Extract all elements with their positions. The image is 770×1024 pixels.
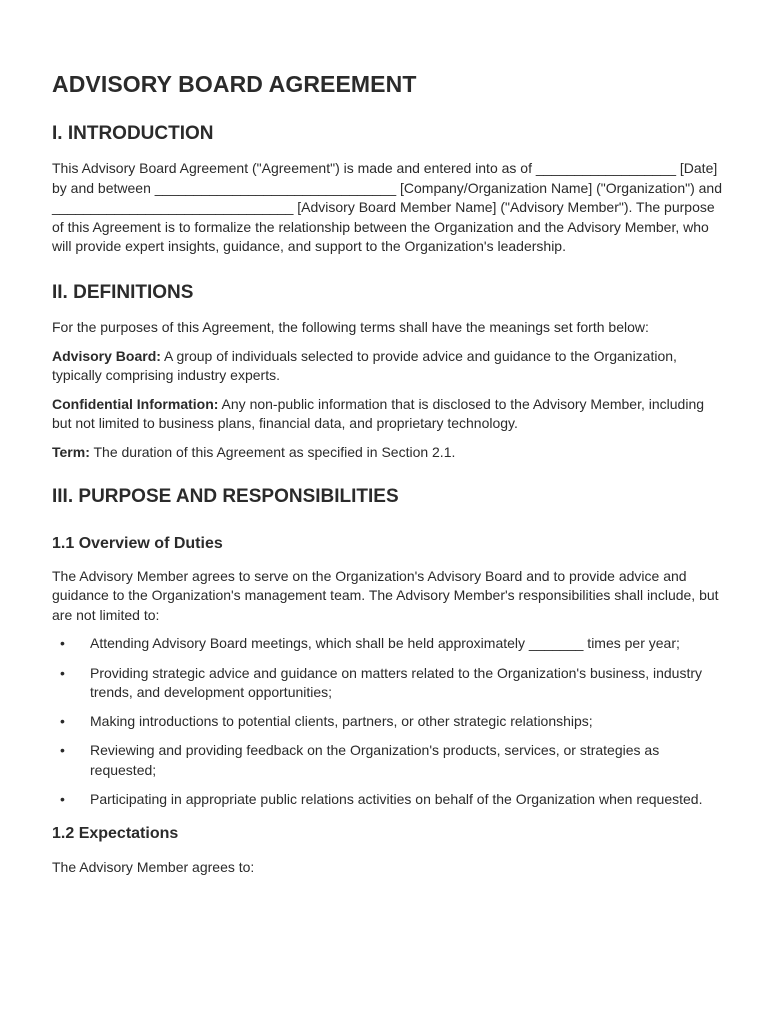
bullet-icon: •: [60, 742, 65, 759]
list-item: [52, 741, 724, 780]
definition-term: Advisory Board:: [52, 347, 161, 364]
list-item-text: Making introductions to potential clients, partners, or other strategic relationships;: [90, 713, 593, 730]
definitions-lead-paragraph: For the purposes of this Agreement, the following terms shall have the meanings set forth below:: [52, 318, 649, 335]
definition-text: The duration of this Agreement as specified in Section 2.1.: [89, 443, 456, 460]
list-item-text: Attending Advisory Board meetings, which shall be held approximately _______ times per year;: [90, 635, 680, 652]
subsection-heading-duties: 1.1 Overview of Duties: [52, 534, 223, 552]
definition-term-item: [52, 443, 724, 463]
definition-term: Term:: [52, 443, 90, 460]
section-heading-introduction: I. INTRODUCTION: [52, 123, 214, 144]
bullet-icon: •: [60, 664, 65, 681]
bullet-icon: •: [60, 791, 65, 808]
definition-advisory-board: [52, 347, 724, 386]
subsection-heading-expectations: 1.2 Expectations: [52, 824, 179, 842]
bullet-icon: •: [60, 713, 65, 730]
introduction-paragraph: This Advisory Board Agreement ("Agreement") is made and entered into as of __________________ [Date] by and between _______________________________ [Company/Organization Name] ("Organization") and _______________________________ [Advisory Board Member Name] ("Advisory Member"). The purpose of this Agreement is to formalize the relationship between the Organization and the Advisory Member, who will provide expert insights, guidance, and support to the Organization's leadership.: [52, 160, 722, 255]
list-item: [52, 712, 724, 732]
document-page: [52, 68, 724, 877]
expectations-paragraph: The Advisory Member agrees to:: [52, 858, 255, 875]
document-title: ADVISORY BOARD AGREEMENT: [52, 71, 417, 97]
list-item-text: Participating in appropriate public relations activities on behalf of the Organization when requested.: [90, 791, 703, 808]
list-item: [52, 634, 724, 654]
duties-list: [52, 634, 724, 810]
list-item-text: Providing strategic advice and guidance on matters related to the Organization's business, industry trends, and development opportunities;: [90, 664, 703, 701]
section-heading-definitions: II. DEFINITIONS: [52, 281, 194, 303]
list-item-text: Reviewing and providing feedback on the Organization's products, services, or strategies as requested;: [90, 742, 660, 779]
section-heading-purpose: III. PURPOSE AND RESPONSIBILITIES: [52, 485, 399, 507]
list-item: [52, 664, 724, 703]
definition-confidential-information: [52, 395, 724, 434]
definition-text: Any non-public information that is disclosed to the Advisory Member, including but not limited to business plans, financial data, and proprietary technology.: [52, 395, 705, 432]
definition-text: A group of individuals selected to provide advice and guidance to the Organization, typically comprising industry experts.: [52, 347, 677, 384]
duties-paragraph: The Advisory Member agrees to serve on the Organization's Advisory Board and to provide advice and guidance to the Organization's management team. The Advisory Member's responsibilities shall include, but are not limited to:: [52, 567, 719, 623]
bullet-icon: •: [60, 635, 65, 652]
definition-term: Confidential Information:: [52, 395, 219, 412]
list-item: [52, 790, 724, 810]
